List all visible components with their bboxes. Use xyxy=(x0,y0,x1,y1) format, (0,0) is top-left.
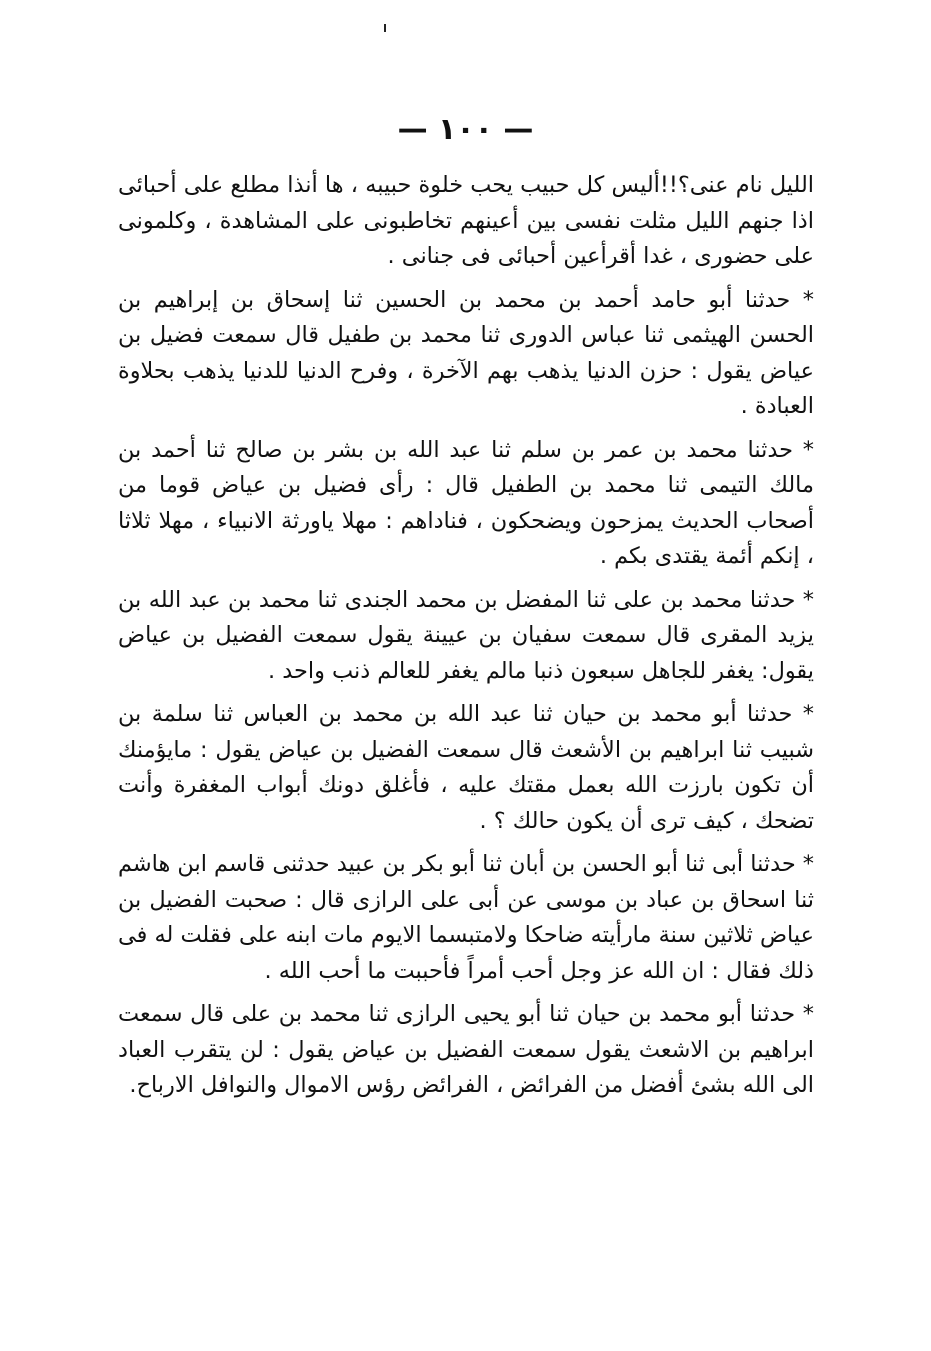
paragraph-hadith-6: * حدثنا أبو محمد بن حيان ثنا أبو يحيى الرازى ثنا محمد بن على قال سمعت ابراهيم بن الاشعث يقول سمعت الفضيل بن عياض يقول : لن يتقرب العباد الى الله بشئ أفضل من الفرائض ، الفرائض رؤس الاموال والنوافل الارباح. xyxy=(118,1001,814,1098)
paragraph-hadith-5: * حدثنا أبى ثنا أبو الحسن بن أبان ثنا أبو بكر بن عبيد حدثنى قاسم ابن هاشم ثنا اسحاق بن عباد بن موسى عن أبى على الرازى قال : صحبت الفضيل بن عياض ثلاثين سنة مارأيته ضاحكا ولامتبسما الايوم مات ابنه على فقلت له فى ذلك فقال : ان الله عز وجل أحب أمراً فأحببت ما أحب الله . xyxy=(118,851,814,984)
paragraph-hadith-1: * حدثنا أبو حامد أحمد بن محمد بن الحسين ثنا إسحاق بن إبراهيم بن الحسن الهيثمى ثنا عباس الدورى ثنا محمد بن طفيل قال سمعت فضيل بن عياض يقول : حزن الدنيا يذهب بهم الآخرة ، وفرح الدنيا للدنيا يذهب بحلاوة العبادة . xyxy=(118,286,814,419)
paragraph-continuation: الليل نام عنى؟!!أليس كل حبيب يحب خلوة حبيبه ، ها أنذا مطلع على أحبائى اذا جنهم الليل مثلت نفسى بين أعينهم تخاطبونى على المشاهدة ، وكلمونى على حضورى ، غدا أقرأعين أحبائى فى جنانى . xyxy=(118,172,814,269)
paragraph-hadith-3: * حدثنا محمد بن على ثنا المفضل بن محمد الجندى ثنا محمد بن عبد الله بن يزيد المقرى قال سمعت سفيان بن عيينة يقول سمعت الفضيل بن عياض يقول: يغفر للجاهل سبعون ذنبا مالم يغفر للعالم ذنب واحد . xyxy=(118,586,814,684)
paragraph-hadith-4: * حدثنا أبو محمد بن حيان ثنا عبد الله بن محمد بن العباس ثنا سلمة بن شبيب ثنا ابراهيم بن الأشعث قال سمعت الفضيل بن عياض يقول : مايؤمنك أن تكون بارزت الله بعمل مقتك عليه ، فأغلق دونك أبواب المغفرة وأنت تضحك ، كيف ترى أن يكون حالك ؟ . xyxy=(118,701,814,834)
paragraph-hadith-2: * حدثنا محمد بن عمر بن سلم ثنا عبد الله بن بشر بن صالح ثنا أحمد بن مالك التيمى ثنا محمد بن الطفيل قال : رأى فضيل بن عياض قوما من أصحاب الحديث يمزحون ويضحكون ، فناداهم : مهلا ياورثة الانبياء ، مهلا ثلاثا ، إنكم أئمة يقتدى بكم . xyxy=(118,436,814,569)
page-body xyxy=(118,168,814,1112)
page-number: — ١٠٠ — xyxy=(397,112,534,147)
print-speck xyxy=(384,24,386,32)
